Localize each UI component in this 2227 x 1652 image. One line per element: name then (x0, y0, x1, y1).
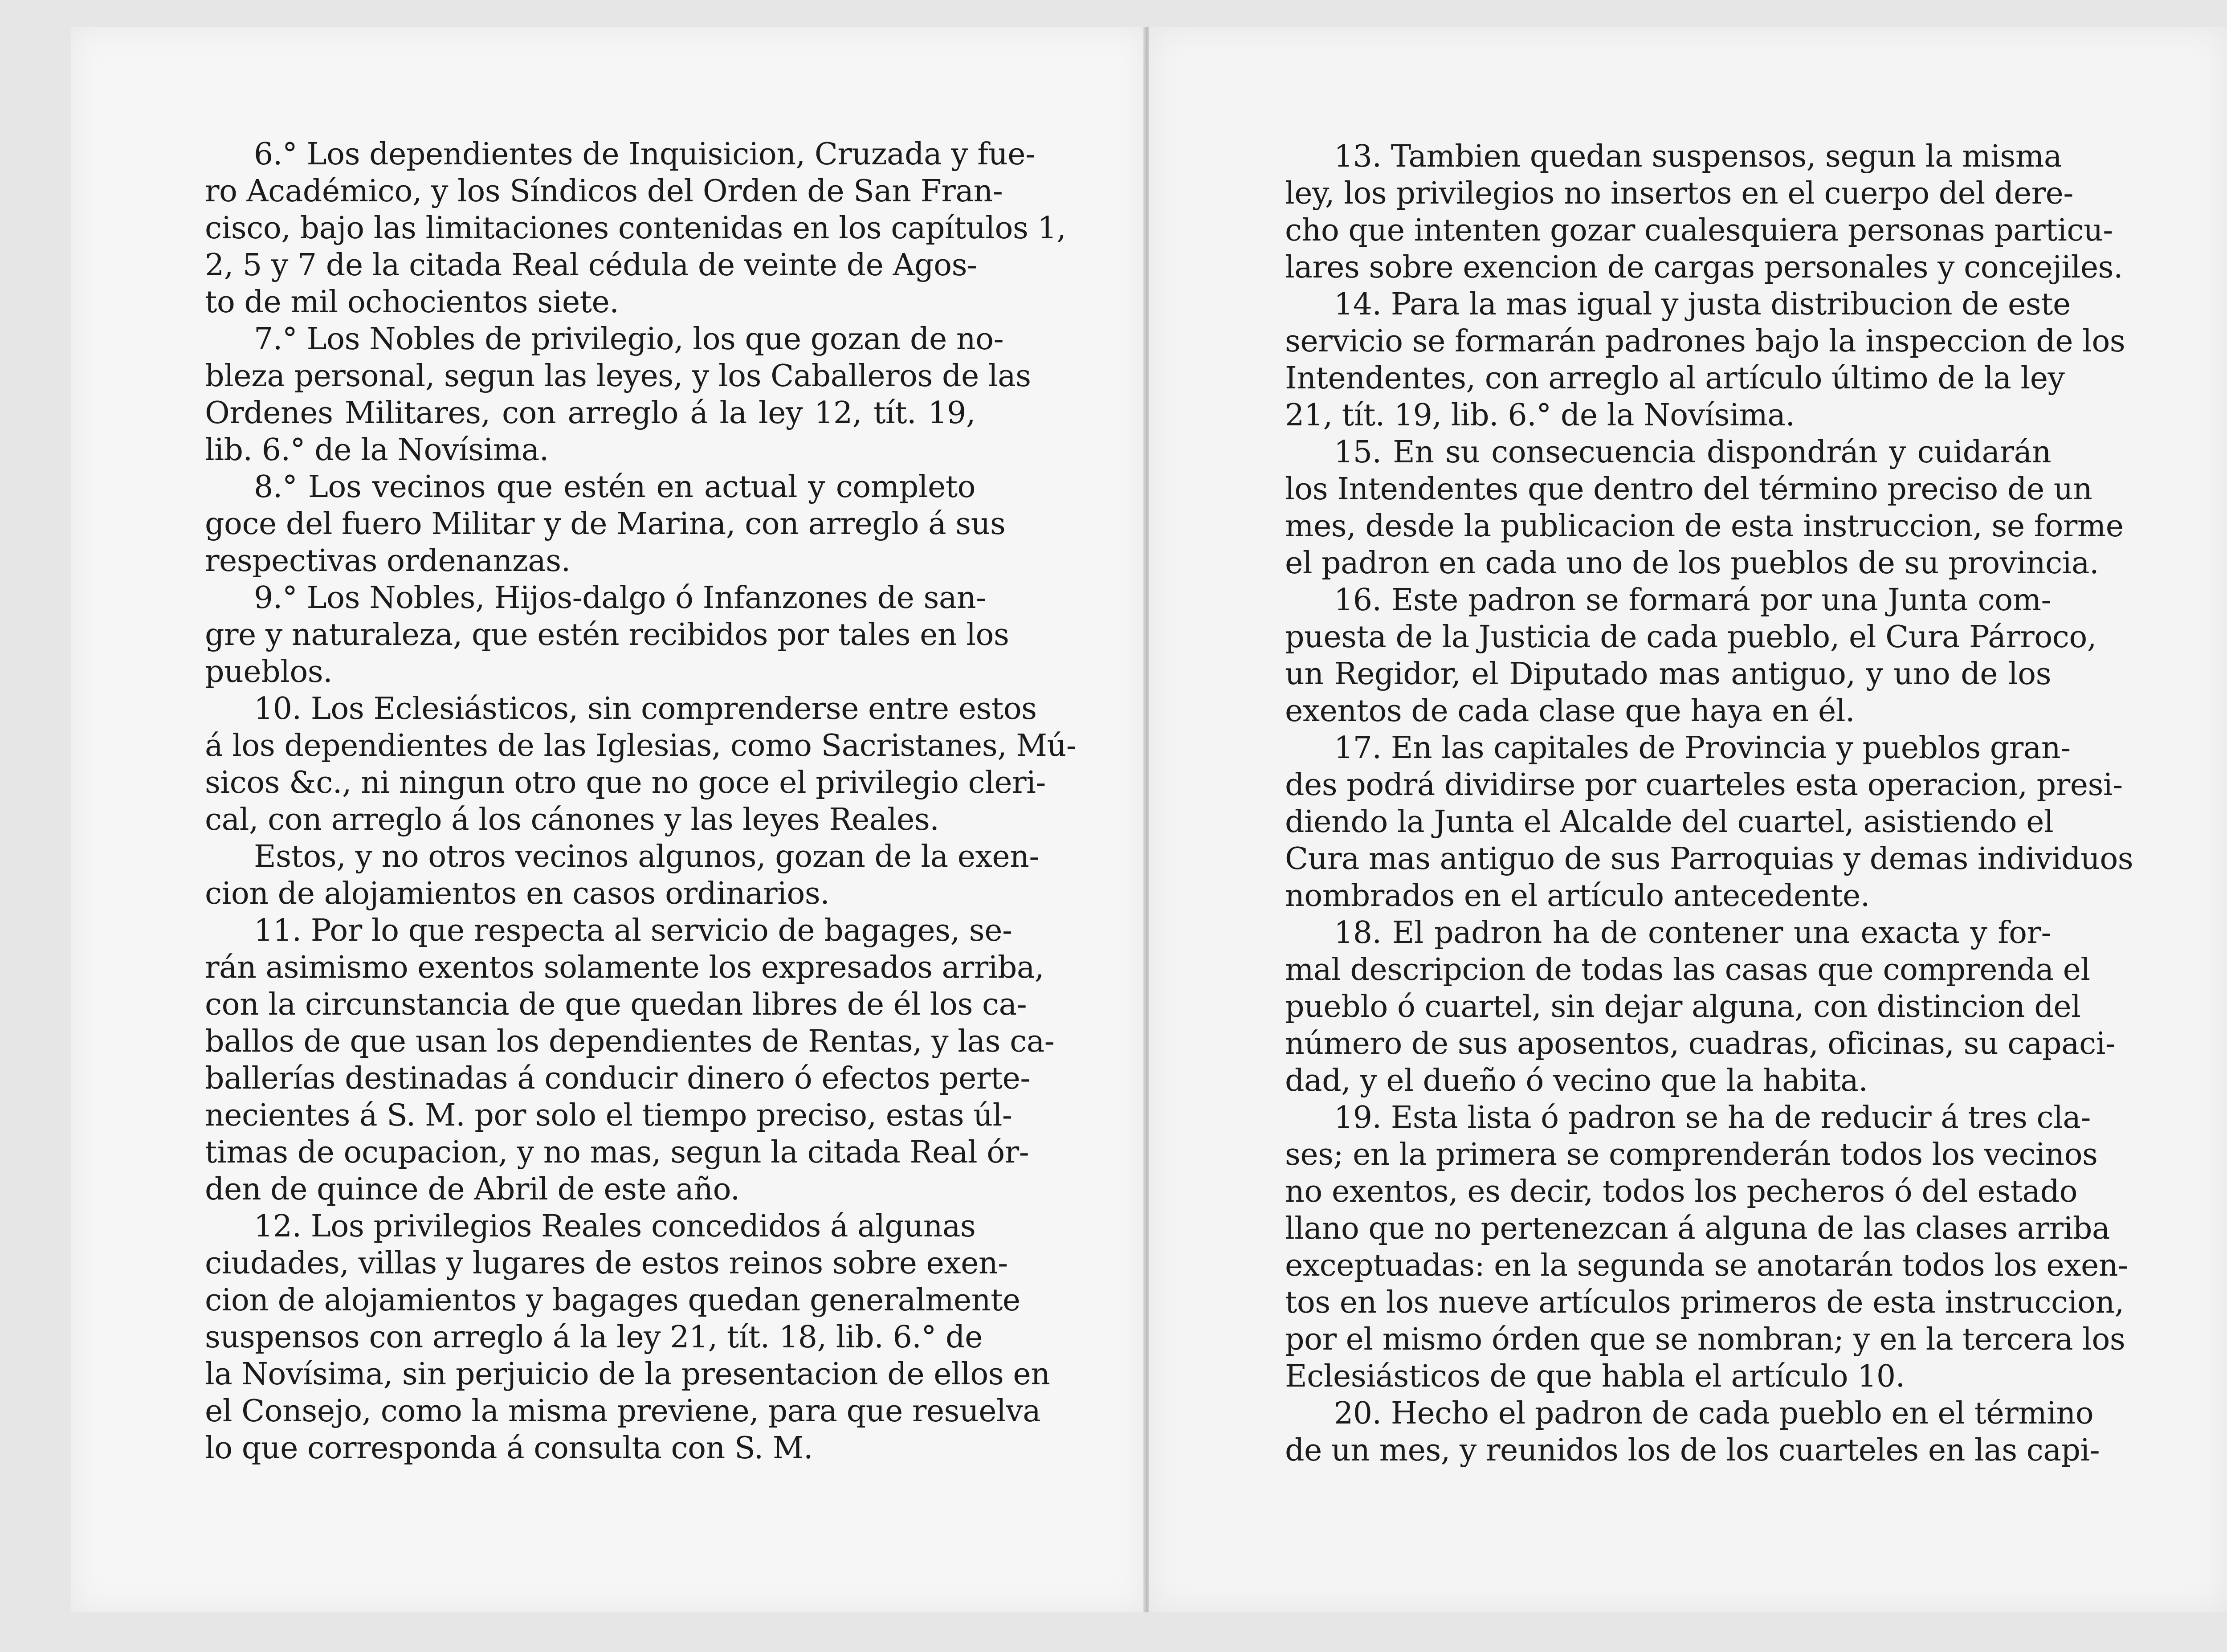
right-page-line: Eclesiásticos de que habla el artículo 10. (1285, 1359, 1905, 1394)
right-page-line: tos en los nueve artículos primeros de esta instruccion, (1285, 1285, 2124, 1320)
left-page-line: la Novísima, sin perjuicio de la presentacion de ellos en (205, 1357, 1050, 1392)
right-page-line: ses; en la primera se comprenderán todos los vecinos (1285, 1137, 2098, 1172)
right-page-line: 20. Hecho el padron de cada pueblo en el término (1334, 1396, 2094, 1431)
left-page-line: cion de alojamientos y bagages quedan generalmente (205, 1283, 1020, 1318)
right-page-text (1285, 138, 2133, 1469)
left-page-line: 6.° Los dependientes de Inquisicion, Cruzada y fue- (254, 137, 1036, 172)
left-page-line: 7.° Los Nobles de privilegio, los que gozan de no- (254, 322, 1004, 357)
right-page-line: exceptuadas: en la segunda se anotarán todos los exen- (1285, 1248, 2128, 1283)
left-page-line: bleza personal, segun las leyes, y los Caballeros de las (205, 359, 1031, 394)
left-page-line: cion de alojamientos en casos ordinarios. (205, 876, 830, 911)
left-page-line: 11. Por lo que respecta al servicio de bagages, se- (254, 913, 1012, 948)
left-page-line: cisco, bajo las limitaciones contenidas en los capítulos 1, (205, 211, 1066, 246)
left-page-line: 8.° Los vecinos que estén en actual y completo (254, 469, 975, 505)
right-page-line: 15. En su consecuencia dispondrán y cuidarán (1334, 435, 2051, 470)
right-page-line: un Regidor, el Diputado mas antiguo, y uno de los (1285, 657, 2051, 692)
right-page-line: 17. En las capitales de Provincia y pueblos gran- (1334, 730, 2071, 766)
right-page-line: 21, tít. 19, lib. 6.° de la Novísima. (1285, 398, 1795, 433)
left-page-line: con la circunstancia de que quedan libres de él los ca- (205, 987, 1027, 1022)
right-page-line: 14. Para la mas igual y justa distribucion de este (1334, 287, 2071, 322)
right-page-line: mes, desde la publicacion de esta instruccion, se forme (1285, 509, 2124, 544)
left-page-line: ballos de que usan los dependientes de Rentas, y las ca- (205, 1024, 1055, 1059)
right-page-line: 18. El padron ha de contener una exacta y for- (1334, 915, 2051, 950)
left-page-line: 12. Los privilegios Reales concedidos á algunas (254, 1209, 976, 1244)
left-page-line: Estos, y no otros vecinos algunos, gozan de la exen- (254, 839, 1039, 874)
right-page-line: nombrados en el artículo antecedente. (1285, 878, 1870, 914)
right-page-line: 13. Tambien quedan suspensos, segun la misma (1334, 139, 2062, 174)
left-page-line: necientes á S. M. por solo el tiempo preciso, estas úl- (205, 1098, 1012, 1133)
left-page-line: ciudades, villas y lugares de estos reinos sobre exen- (205, 1246, 1008, 1281)
right-page-line: los Intendentes que dentro del término preciso de un (1285, 472, 2092, 507)
left-page-line: gre y naturaleza, que estén recibidos por tales en los (205, 617, 1009, 653)
right-page-line: llano que no pertenezcan á alguna de las clases arriba (1285, 1211, 2110, 1246)
right-page-line: des podrá dividirse por cuarteles esta operacion, presi- (1285, 767, 2123, 803)
left-page-line: lib. 6.° de la Novísima. (205, 432, 549, 468)
left-page-line: 9.° Los Nobles, Hijos-dalgo ó Infanzones de san- (254, 580, 986, 616)
left-page-line: den de quince de Abril de este año. (205, 1172, 740, 1207)
left-page-line: 10. Los Eclesiásticos, sin comprenderse entre estos (254, 691, 1037, 726)
right-page-line: Cura mas antiguo de sus Parroquias y demas individuos (1285, 841, 2133, 877)
right-page-line: de un mes, y reunidos los de los cuarteles en las capi- (1285, 1433, 2100, 1468)
right-page-line: exentos de cada clase que haya en él. (1285, 693, 1855, 729)
right-page-line: no exentos, es decir, todos los pecheros ó del estado (1285, 1174, 2077, 1209)
left-page-line: 2, 5 y 7 de la citada Real cédula de veinte de Agos- (205, 248, 977, 283)
left-page-line: goce del fuero Militar y de Marina, con arreglo á sus (205, 506, 1006, 542)
left-page-line: cal, con arreglo á los cánones y las leyes Reales. (205, 802, 939, 837)
left-page-line: ballerías destinadas á conducir dinero ó efectos perte- (205, 1061, 1030, 1096)
left-page-line: rán asimismo exentos solamente los expresados arriba, (205, 950, 1044, 985)
left-page-line: sicos &c., ni ningun otro que no goce el privilegio cleri- (205, 765, 1046, 800)
right-page-line: el padron en cada uno de los pueblos de su provincia. (1285, 546, 2099, 581)
right-page-line: puesta de la Justicia de cada pueblo, el Cura Párroco, (1285, 620, 2096, 655)
left-page-line: timas de ocupacion, y no mas, segun la citada Real ór- (205, 1135, 1029, 1170)
right-page-line: servicio se formarán padrones bajo la inspeccion de los (1285, 324, 2125, 359)
left-page-line: á los dependientes de las Iglesias, como Sacristanes, Mú- (205, 728, 1077, 763)
right-page-line: por el mismo órden que se nombran; y en la tercera los (1285, 1322, 2125, 1357)
left-page-text (205, 136, 1077, 1467)
right-page-line: dad, y el dueño ó vecino que la habita. (1285, 1063, 1868, 1098)
left-page-line: el Consejo, como la misma previene, para que resuelva (205, 1394, 1041, 1429)
right-page-line: mal descripcion de todas las casas que comprenda el (1285, 952, 2090, 987)
right-page-line: pueblo ó cuartel, sin dejar alguna, con distincion del (1285, 989, 2081, 1024)
left-page-line: pueblos. (205, 654, 333, 689)
left-page-line: suspensos con arreglo á la ley 21, tít. 18, lib. 6.° de (205, 1320, 983, 1355)
right-page-line: ley, los privilegios no insertos en el cuerpo del dere- (1285, 176, 2073, 211)
right-page-line: 19. Esta lista ó padron se ha de reducir á tres cla- (1334, 1100, 2091, 1135)
right-page-line: lares sobre exencion de cargas personales y concejiles. (1285, 250, 2123, 285)
left-page-line: ro Académico, y los Síndicos del Orden de San Fran- (205, 174, 1003, 209)
left-page-line: Ordenes Militares, con arreglo á la ley 12, tít. 19, (205, 396, 975, 431)
right-page-line: número de sus aposentos, cuadras, oficinas, su capaci- (1285, 1026, 2116, 1061)
right-page-line: diendo la Junta el Alcalde del cuartel, asistiendo el (1285, 804, 2054, 840)
right-page-line: Intendentes, con arreglo al artículo último de la ley (1285, 361, 2065, 396)
left-page-line: respectivas ordenanzas. (205, 543, 571, 579)
left-page-line: to de mil ochocientos siete. (205, 285, 619, 320)
right-page-line: 16. Este padron se formará por una Junta com- (1334, 583, 2051, 618)
left-page-line: lo que corresponda á consulta con S. M. (205, 1431, 813, 1466)
right-page-line: cho que intenten gozar cualesquiera personas particu- (1285, 213, 2113, 248)
